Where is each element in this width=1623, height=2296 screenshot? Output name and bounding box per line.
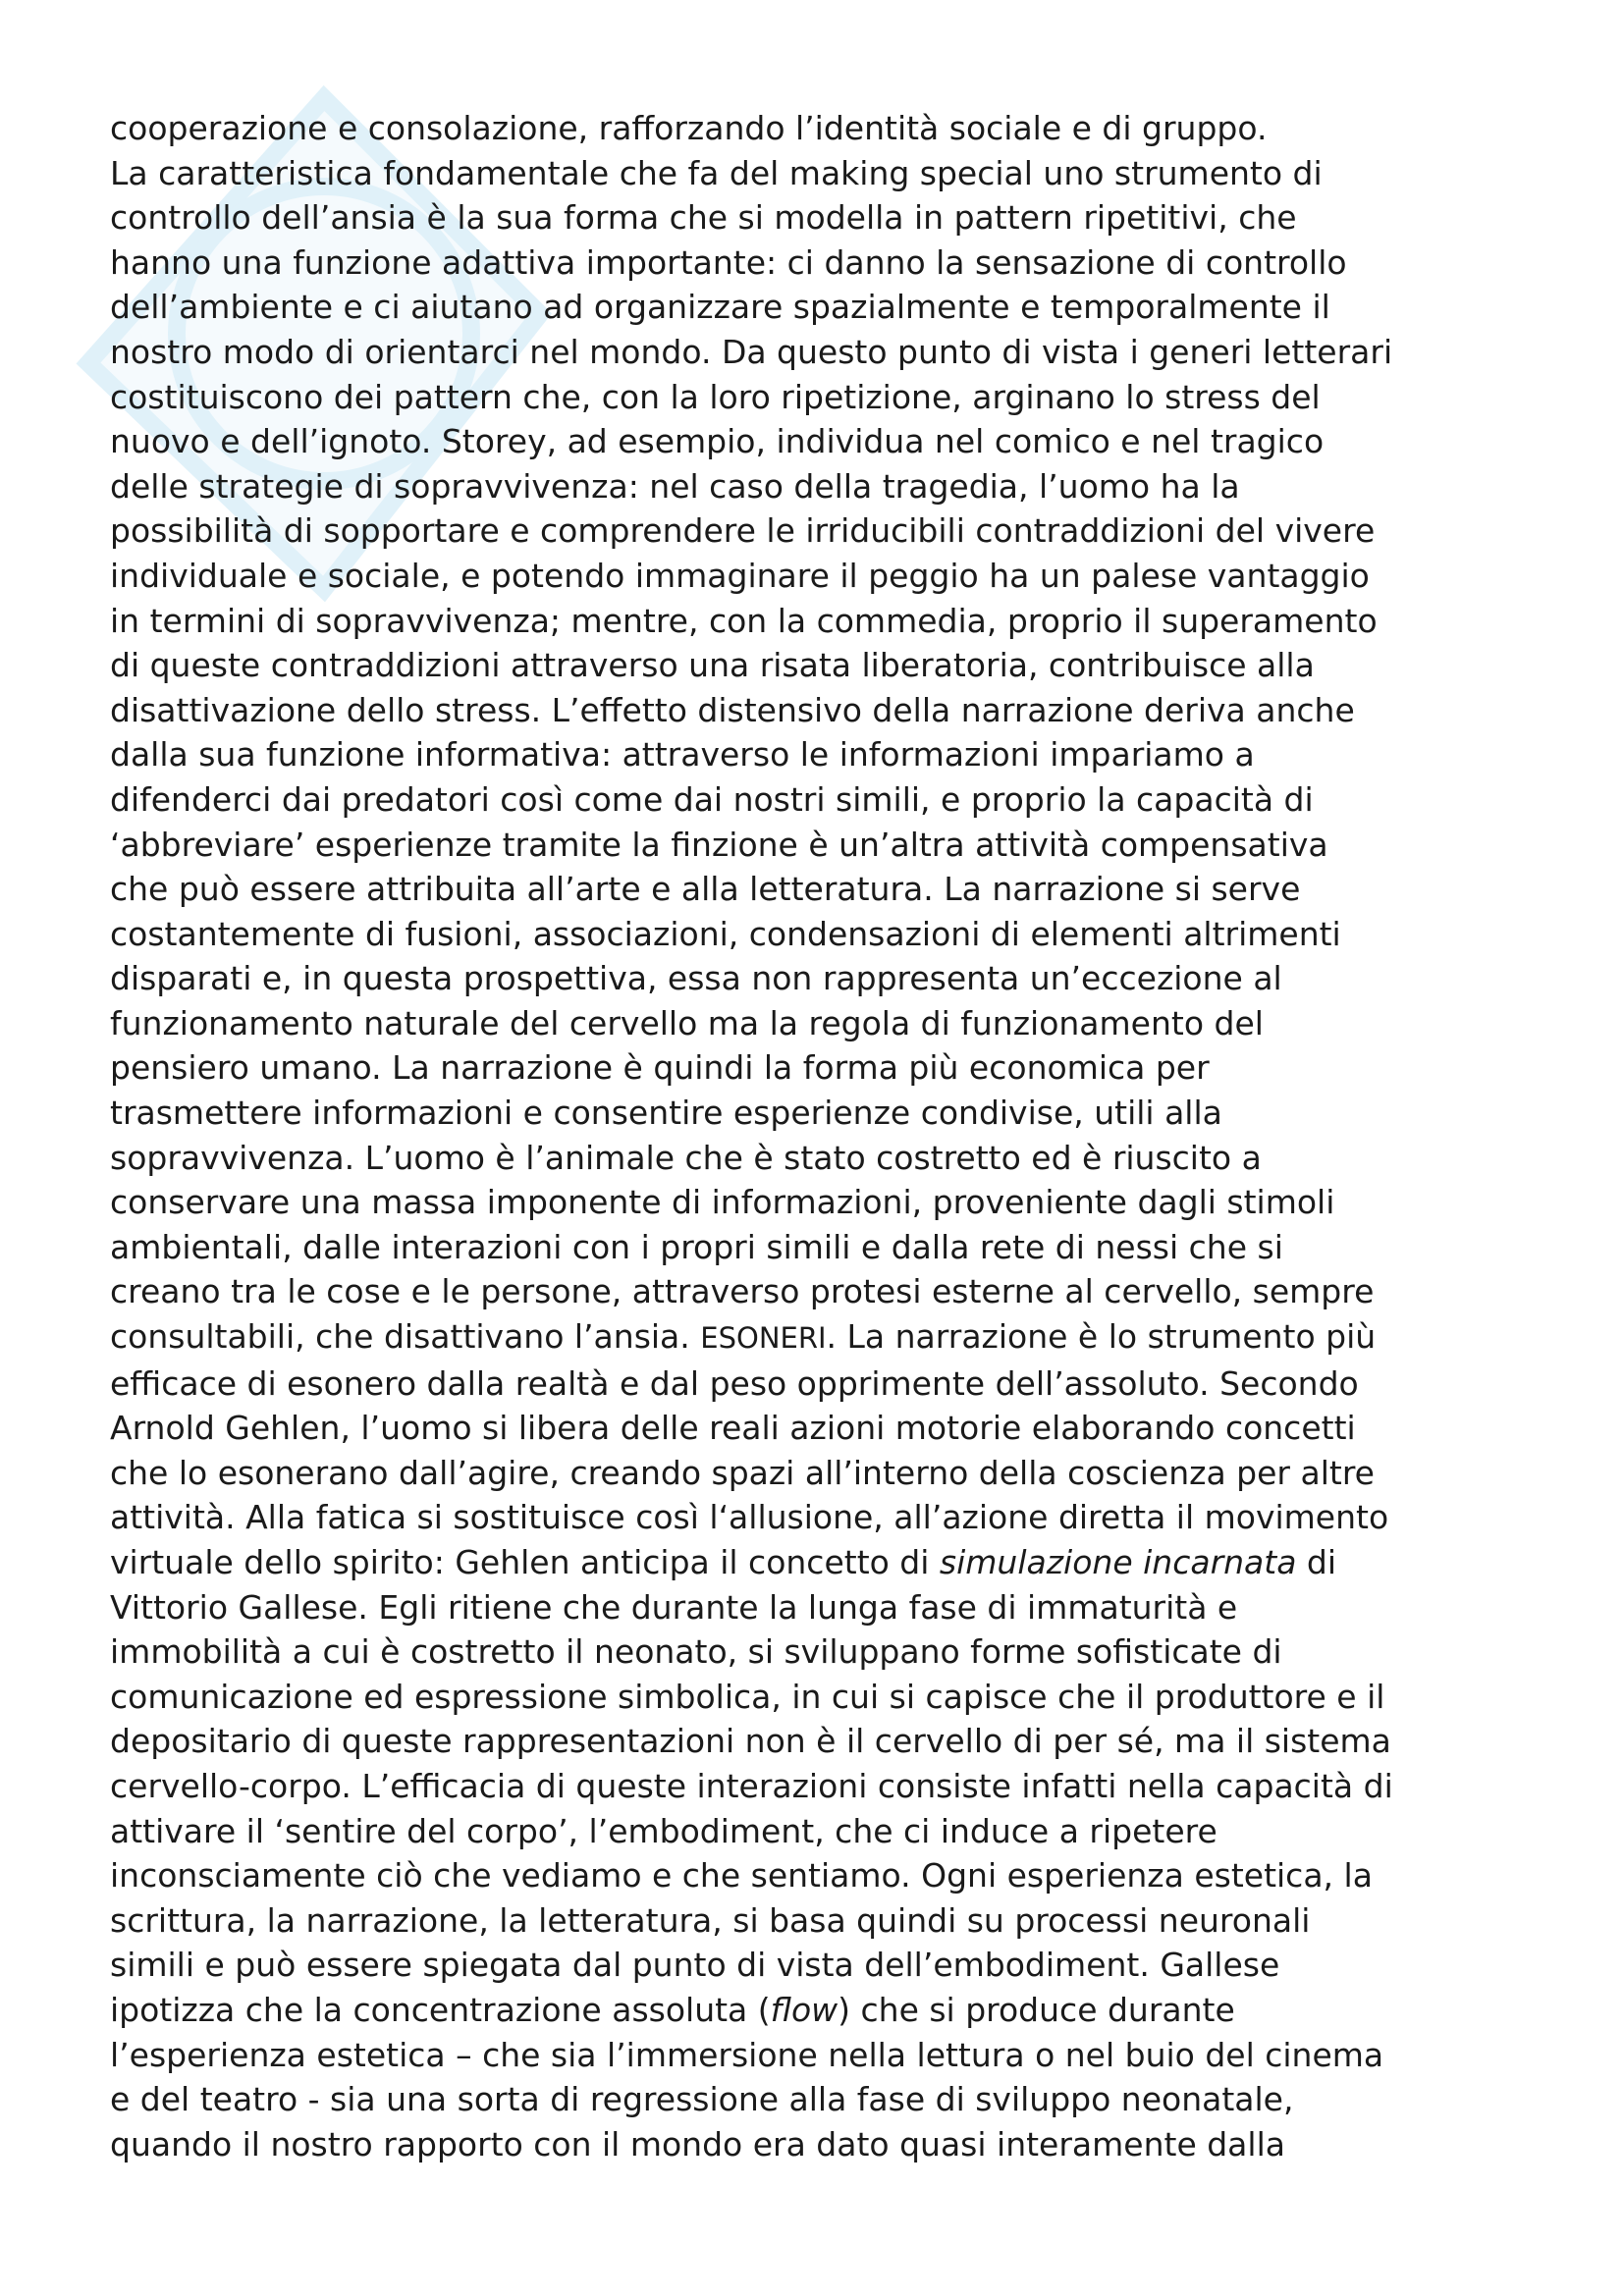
text-line: immobilità a cui è costretto il neonato, si sviluppano forme sofisticate di bbox=[110, 1632, 1282, 1672]
text-line: ambientali, dalle interazioni con i propri simili e dalla rete di nessi che si bbox=[110, 1227, 1283, 1266]
text-line: attività. Alla fatica si sostituisce così l‘allusione, all’azione diretta il movimento bbox=[110, 1498, 1389, 1537]
text-line: di queste contraddizioni attraverso una risata liberatoria, contribuisce alla bbox=[110, 646, 1315, 685]
text-line: nostro modo di orientarci nel mondo. Da questo punto di vista i generi letterari bbox=[110, 332, 1393, 371]
text-line: cervello-corpo. L’efficacia di queste interazioni consiste infatti nella capacità di bbox=[110, 1766, 1393, 1805]
text-fragment: . La narrazione è lo strumento più bbox=[826, 1317, 1377, 1357]
text-fragment: ipotizza che la concentrazione assoluta ( bbox=[110, 1990, 771, 2029]
text-line: nuovo e dell’ignoto. Storey, ad esempio, individua nel comico e nel tragico bbox=[110, 422, 1325, 461]
text-line: hanno una funzione adattiva importante: ci danno la sensazione di controllo bbox=[110, 242, 1347, 282]
text-line: La caratteristica fondamentale che fa del making special uno strumento di bbox=[110, 153, 1323, 192]
section-label-esoneri: ESONERI bbox=[700, 1321, 827, 1356]
text-line bbox=[110, 1988, 1534, 2033]
text-line bbox=[110, 1314, 1534, 1362]
text-line: dell’ambiente e ci aiutano ad organizzare spazialmente e temporalmente il bbox=[110, 288, 1330, 327]
text-line: l’esperienza estetica – che sia l’immersione nella lettura o nel buio del cinema bbox=[110, 2035, 1384, 2074]
text-line: creano tra le cose e le persone, attraverso protesi esterne al cervello, sempre bbox=[110, 1272, 1375, 1311]
text-line: sopravvivenza. L’uomo è l’animale che è stato costretto ed è riuscito a bbox=[110, 1138, 1262, 1177]
text-line: disparati e, in questa prospettiva, essa non rappresenta un’eccezione al bbox=[110, 959, 1282, 998]
text-line: comunicazione ed espressione simbolica, in cui si capisce che il produttore e il bbox=[110, 1677, 1385, 1716]
text-line: delle strategie di sopravvivenza: nel caso della tragedia, l’uomo ha la bbox=[110, 466, 1240, 506]
text-line: inconsciamente ciò che vediamo e che sentiamo. Ogni esperienza estetica, la bbox=[110, 1856, 1373, 1896]
text-line: trasmettere informazioni e consentire esperienze condivise, utili alla bbox=[110, 1094, 1222, 1133]
text-line: attivare il ‘sentire del corpo’, l’embodiment, che ci induce a ripetere bbox=[110, 1811, 1217, 1850]
text-fragment: consultabili, che disattivano l’ansia. bbox=[110, 1317, 701, 1357]
text-line: ‘abbreviare’ esperienze tramite la finzione è un’altra attività compensativa bbox=[110, 825, 1328, 864]
text-line: Arnold Gehlen, l’uomo si libera delle reali azioni motorie elaborando concetti bbox=[110, 1409, 1356, 1448]
text-line: dalla sua funzione informativa: attraverso le informazioni impariamo a bbox=[110, 735, 1255, 774]
text-fragment: di bbox=[1296, 1543, 1337, 1581]
text-line: che lo esonerano dall’agire, creando spazi all’interno della coscienza per altre bbox=[110, 1453, 1375, 1492]
text-line: quando il nostro rapporto con il mondo era dato quasi interamente dalla bbox=[110, 2124, 1285, 2163]
text-line: Vittorio Gallese. Egli ritiene che durante la lunga fase di immaturità e bbox=[110, 1587, 1238, 1627]
text-line: efficace di esonero dalla realtà e dal peso opprimente dell’assoluto. Secondo bbox=[110, 1363, 1359, 1403]
text-line bbox=[110, 1540, 1534, 1585]
text-line: che può essere attribuita all’arte e alla letteratura. La narrazione si serve bbox=[110, 870, 1301, 909]
document-body bbox=[110, 106, 1534, 2166]
text-line: e del teatro - sia una sorta di regressione alla fase di sviluppo neonatale, bbox=[110, 2080, 1294, 2119]
text-line: costituiscono dei pattern che, con la loro ripetizione, arginano lo stress del bbox=[110, 377, 1321, 416]
text-line: conservare una massa imponente di informazioni, proveniente dagli stimoli bbox=[110, 1183, 1335, 1222]
text-line: pensiero umano. La narrazione è quindi la forma più economica per bbox=[110, 1048, 1210, 1088]
text-line: individuale e sociale, e potendo immaginare il peggio ha un palese vantaggio bbox=[110, 556, 1370, 595]
text-line: difenderci dai predatori così come dai nostri simili, e proprio la capacità di bbox=[110, 779, 1314, 819]
text-fragment: ) che si produce durante bbox=[838, 1990, 1235, 2029]
text-line: costantemente di fusioni, associazioni, condensazioni di elementi altrimenti bbox=[110, 914, 1341, 953]
text-fragment: virtuale dello spirito: Gehlen anticipa il concetto di bbox=[110, 1543, 940, 1581]
text-line: in termini di sopravvivenza; mentre, con la commedia, proprio il superamento bbox=[110, 601, 1378, 640]
text-line: simili e può essere spiegata dal punto di vista dell’embodiment. Gallese bbox=[110, 1946, 1280, 1985]
text-line: scrittura, la narrazione, la letteratura, si basa quindi su processi neuronali bbox=[110, 1900, 1311, 1940]
text-line: controllo dell’ansia è la sua forma che si modella in pattern ripetitivi, che bbox=[110, 198, 1297, 238]
text-line: funzionamento naturale del cervello ma la regola di funzionamento del bbox=[110, 1003, 1264, 1042]
text-line: disattivazione dello stress. L’effetto distensivo della narrazione deriva anche bbox=[110, 690, 1355, 729]
text-line: depositario di queste rappresentazioni non è il cervello di per sé, ma il sistema bbox=[110, 1722, 1391, 1761]
italic-term: flow bbox=[770, 1990, 839, 2029]
text-line: cooperazione e consolazione, rafforzando l’identità sociale e di gruppo. bbox=[110, 109, 1268, 147]
italic-term: simulazione incarnata bbox=[939, 1543, 1297, 1581]
text-line: possibilità di sopportare e comprendere le irriducibili contraddizioni del vivere bbox=[110, 511, 1376, 551]
